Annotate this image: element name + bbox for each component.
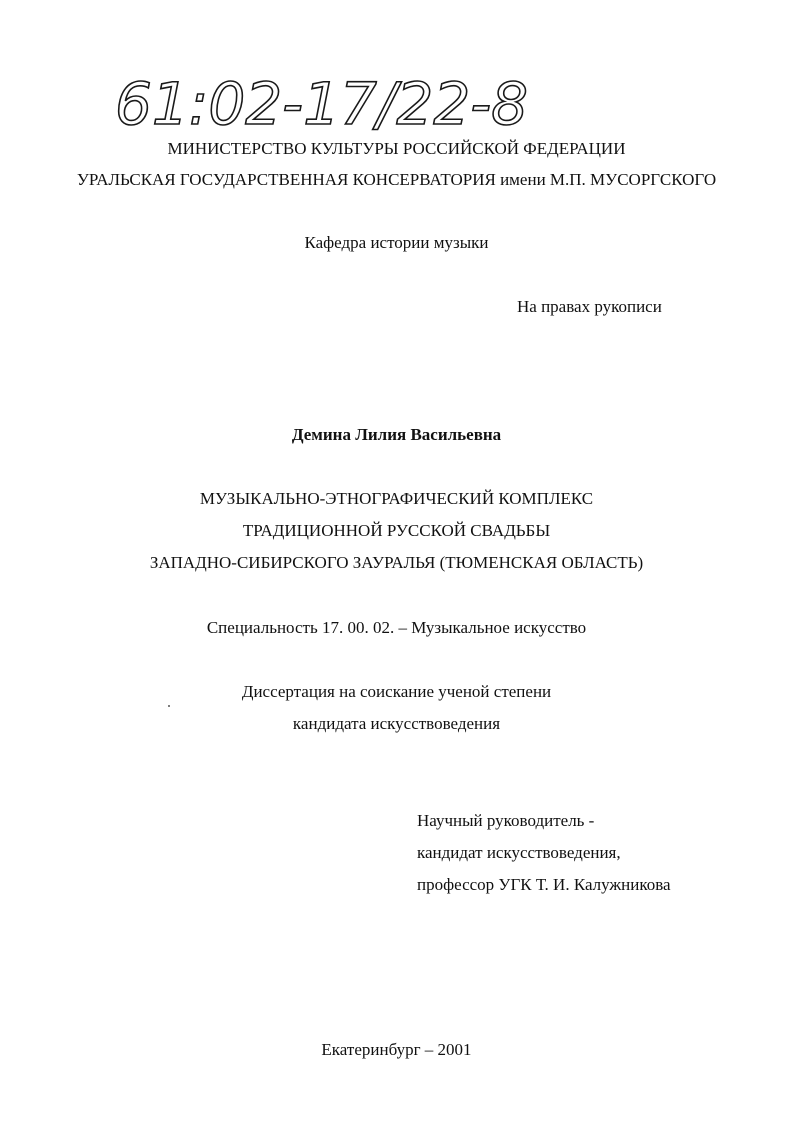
institution-name: УРАЛЬСКАЯ ГОСУДАРСТВЕННАЯ КОНСЕРВАТОРИЯ имени М.П. МУСОРГСКОГО (76, 170, 717, 189)
author-name: Демина Лилия Васильевна (291, 425, 502, 444)
dissertation-line-2: кандидата искусствоведения (292, 714, 501, 733)
department-name: Кафедра истории музыки (304, 233, 489, 252)
supervisor-line-2: кандидат искусствоведения, (417, 843, 621, 862)
ministry-name: МИНИСТЕРСТВО КУЛЬТУРЫ РОССИЙСКОЙ ФЕДЕРАЦИИ (167, 139, 626, 158)
specialty-line: Специальность 17. 00. 02. – Музыкальное искусство (206, 618, 587, 637)
dissertation-line-1: Диссертация на соискание ученой степени (241, 682, 552, 701)
manuscript-note: На правах рукописи (517, 297, 662, 316)
handwritten-archive-number-text: 61:02-17/22-8 (115, 70, 529, 138)
title-line-2: ТРАДИЦИОННОЙ РУССКОЙ СВАДЬБЫ (242, 521, 551, 540)
title-line-3: ЗАПАДНО-СИБИРСКОГО ЗАУРАЛЬЯ (ТЮМЕНСКАЯ ОБЛАСТЬ) (149, 553, 644, 572)
title-line-1: МУЗЫКАЛЬНО-ЭТНОГРАФИЧЕСКИЙ КОМПЛЕКС (199, 489, 594, 508)
place-and-year: Екатеринбург – 2001 (321, 1040, 472, 1059)
supervisor-line-3: профессор УГК Т. И. Калужникова (417, 875, 671, 894)
supervisor-line-1: Научный руководитель - (417, 811, 595, 830)
scan-speck (168, 705, 170, 707)
